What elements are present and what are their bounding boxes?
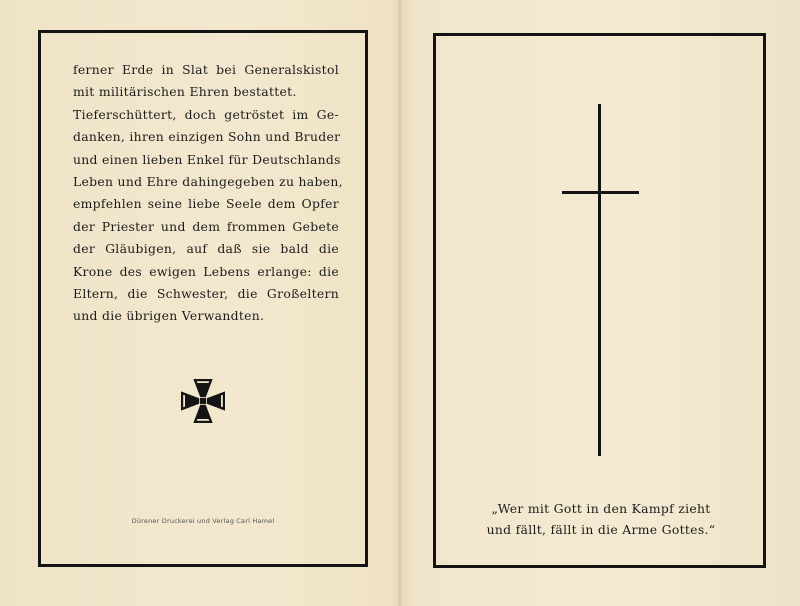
text-line: empfehlen seine liebe Seele dem Opfer <box>73 196 339 212</box>
text-line: und einen lieben Enkel für Deutschlands <box>73 151 341 167</box>
text-line: Leben und Ehre dahingegeben zu haben, <box>73 174 343 190</box>
memorial-text <box>73 59 343 328</box>
text-line: danken, ihren einzigen Sohn und Bruder <box>73 129 341 145</box>
quote-line: und fällt, fällt in die Arme Gottes.“ <box>486 522 716 537</box>
right-panel <box>433 33 766 568</box>
iron-cross-icon <box>181 379 225 423</box>
printer-imprint: Dürener Druckerei und Verlag Carl Hamel <box>131 517 275 525</box>
scripture-quote <box>456 498 746 540</box>
text-line: der Priester und dem frommen Gebete <box>73 218 339 234</box>
text-line: mit militärischen Ehren bestattet. <box>73 84 297 100</box>
text-line: der Gläubigen, auf daß sie bald die <box>73 241 339 257</box>
card-fold <box>398 0 402 606</box>
text-line: Krone des ewigen Lebens erlange: die <box>73 263 339 279</box>
text-line: ferner Erde in Slat bei Generalskistol <box>73 62 339 77</box>
left-panel <box>38 30 368 567</box>
latin-cross-icon <box>436 36 763 565</box>
quote-line: „Wer mit Gott in den Kampf zieht <box>491 501 711 516</box>
text-line: und die übrigen Verwandten. <box>73 308 265 324</box>
text-line: Tieferschüttert, doch getröstet im Ge- <box>73 106 339 122</box>
text-line: Eltern, die Schwester, die Großeltern <box>73 286 339 302</box>
